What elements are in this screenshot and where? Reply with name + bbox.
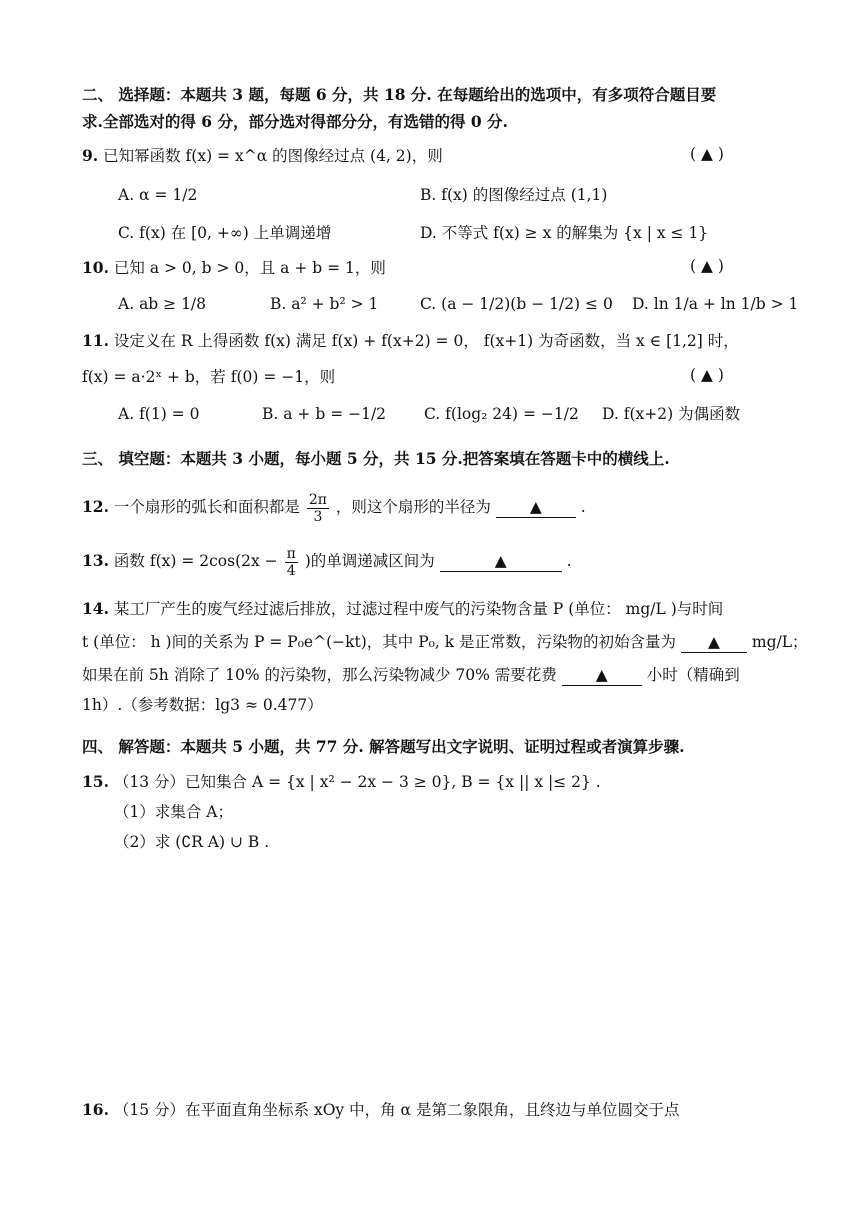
question-text: （13 分）已知集合 A = {x | x² − 2x − 3 ≥ 0}, B = {x || x |≤ 2} . — [113, 773, 601, 791]
question-text: （15 分）在平面直角坐标系 xOy 中，角 α 是第二象限角，且终边与单位圆交于点 — [113, 1101, 680, 1119]
option-label: D. — [632, 295, 649, 313]
option-label: A. — [118, 405, 135, 423]
answer-blank[interactable]: ▲ — [562, 665, 642, 686]
option-text: α = 1/2 — [139, 186, 198, 204]
question-text: )的单调递减区间为 — [304, 552, 435, 570]
question-text: 已知幂函数 f(x) = x^α 的图像经过点 (4, 2)，则 — [103, 147, 443, 165]
option-c — [118, 222, 331, 244]
option-a — [118, 184, 197, 206]
question-14-line3 — [82, 664, 740, 686]
option-b — [262, 403, 386, 425]
punctuation: . — [580, 498, 586, 516]
option-text: 不等式 f(x) ≥ x 的解集为 {x | x ≤ 1} — [441, 224, 709, 242]
option-label: D. — [420, 224, 437, 242]
question-text: 如果在前 5h 消除了 10% 的污染物，那么污染物减少 70% 需要花费 — [82, 666, 557, 684]
question-text: ，则这个扇形的半径为 — [335, 498, 491, 516]
question-15-part1: （1）求集合 A； — [114, 803, 233, 821]
answer-mark: ( ▲ ) — [690, 257, 724, 275]
option-text: a² + b² > 1 — [291, 295, 379, 313]
fraction-denominator: 3 — [313, 508, 323, 525]
answer-blank[interactable]: ▲ — [681, 632, 747, 653]
question-number: 13. — [82, 551, 109, 570]
option-label: B. — [270, 295, 287, 313]
fraction-denominator: 4 — [286, 562, 296, 579]
option-d — [420, 222, 708, 244]
question-9 — [82, 145, 443, 167]
question-13 — [82, 544, 572, 579]
answer-mark: ( ▲ ) — [690, 145, 724, 163]
option-text: a + b = −1/2 — [283, 405, 387, 423]
section-3-heading: 三、 填空题：本题共 3 小题，每小题 5 分，共 15 分.把答案填在答题卡中的横线上. — [82, 449, 670, 468]
answer-blank[interactable]: ▲ — [496, 497, 576, 518]
fraction-numerator: π — [286, 545, 296, 562]
option-text: f(1) = 0 — [139, 405, 200, 423]
question-11-line1 — [82, 330, 739, 352]
option-c — [424, 403, 579, 425]
question-text: t (单位： h )间的关系为 P = P₀e^(−kt)，其中 P₀, k 是正常数，污染物的初始含量为 — [82, 633, 677, 651]
fraction — [307, 492, 329, 525]
question-15 — [82, 771, 601, 793]
option-c — [420, 293, 613, 315]
question-11-line2: f(x) = a·2ˣ + b，若 f(0) = −1，则 — [82, 368, 336, 386]
option-text: f(x) 在 [0, +∞) 上单调递增 — [139, 224, 332, 242]
option-label: C. — [118, 224, 135, 242]
question-14-line1 — [82, 598, 723, 620]
question-number: 14. — [82, 599, 109, 618]
option-text: f(log₂ 24) = −1/2 — [445, 405, 579, 423]
question-number: 15. — [82, 772, 109, 791]
question-text: 设定义在 R 上得函数 f(x) 满足 f(x) + f(x+2) = 0， f(x+1) 为奇函数，当 x ∈ [1,2] 时， — [113, 332, 739, 350]
question-text: 一个扇形的弧长和面积都是 — [113, 498, 300, 516]
answer-blank[interactable]: ▲ — [440, 551, 562, 572]
option-text: f(x+2) 为偶函数 — [623, 405, 741, 423]
question-number: 12. — [82, 497, 109, 516]
question-14-line4: 1h）.（参考数据：lg3 ≈ 0.477） — [82, 696, 323, 714]
option-label: A. — [118, 295, 135, 313]
question-number: 16. — [82, 1100, 109, 1119]
unit-text: mg/L； — [751, 633, 808, 651]
option-label: A. — [118, 186, 135, 204]
question-text: 函数 f(x) = 2cos(2x − — [113, 552, 278, 570]
option-a — [118, 293, 206, 315]
answer-mark: ( ▲ ) — [690, 366, 724, 384]
question-text: 小时（精确到 — [646, 666, 740, 684]
option-label: C. — [420, 295, 437, 313]
option-text: ab ≥ 1/8 — [139, 295, 207, 313]
question-number: 10. — [82, 258, 109, 277]
option-b — [420, 184, 607, 206]
option-label: B. — [262, 405, 279, 423]
option-label: B. — [420, 186, 437, 204]
question-14-line2 — [82, 631, 808, 653]
option-label: C. — [424, 405, 441, 423]
section-2-heading-line2: 求.全部选对的得 6 分，部分选对得部分分，有选错的得 0 分. — [82, 112, 508, 131]
option-text: ln 1/a + ln 1/b > 1 — [653, 295, 799, 313]
option-text: f(x) 的图像经过点 (1,1) — [441, 186, 608, 204]
option-b — [270, 293, 378, 315]
option-d — [602, 403, 740, 425]
section-4-heading: 四、 解答题：本题共 5 小题，共 77 分. 解答题写出文字说明、证明过程或者演算步骤. — [82, 737, 685, 756]
question-15-part2: （2）求 (∁R A) ∪ B . — [114, 833, 270, 851]
question-12 — [82, 490, 586, 525]
fraction-numerator: 2π — [308, 491, 327, 508]
option-label: D. — [602, 405, 619, 423]
question-text: 某工厂产生的废气经过滤后排放，过滤过程中废气的污染物含量 P (单位： mg/L )与时间 — [113, 600, 724, 618]
question-16 — [82, 1099, 679, 1121]
punctuation: . — [566, 552, 572, 570]
option-d — [632, 293, 798, 315]
question-text: 已知 a > 0, b > 0，且 a + b = 1，则 — [113, 259, 386, 277]
question-number: 9. — [82, 146, 99, 165]
question-number: 11. — [82, 331, 109, 350]
option-a — [118, 403, 199, 425]
question-10 — [82, 257, 386, 279]
section-2-heading-line1: 二、 选择题：本题共 3 题，每题 6 分，共 18 分. 在每题给出的选项中，有多项符合题目要 — [82, 85, 717, 104]
option-text: (a − 1/2)(b − 1/2) ≤ 0 — [441, 295, 613, 313]
fraction — [285, 546, 298, 579]
